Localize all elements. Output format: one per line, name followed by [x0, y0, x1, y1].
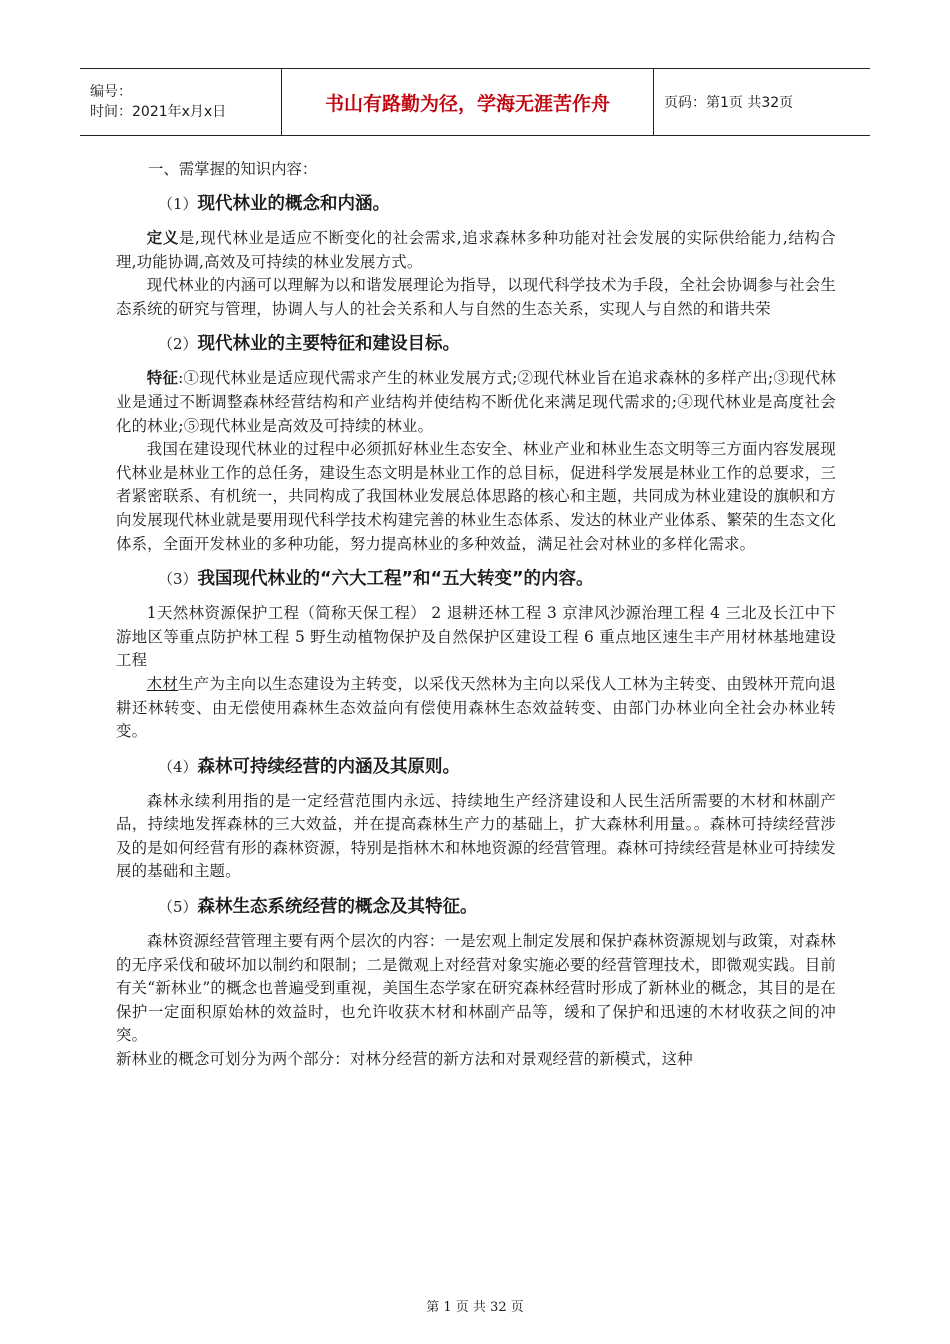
header-motto: 书山有路勤为径，学海无涯苦作舟 — [282, 69, 654, 135]
section-heading — [116, 754, 836, 780]
paragraph-text: 1天然林资源保护工程（简称天保工程） 2 退耕还林工程 3 京津风沙源治理工程 4 三北及长江中下游地区等重点防护林工程 5 野生动植物保护及自然保护区建设工程 6 重点地区速生丰产用材林基地建设工程 — [116, 604, 836, 670]
term-label: 定义 — [146, 229, 179, 247]
page-footer: 第 1 页 共 32 页 — [426, 1300, 524, 1315]
paragraph-text: 新林业的概念可划分为两个部分：对林分经营的新方法和对景观经营的新模式，这种 — [116, 1050, 693, 1069]
document-body — [116, 158, 836, 1072]
section-title: 现代林业的主要特征和建设目标。 — [197, 334, 461, 355]
section-title: 现代林业的概念和内涵。 — [197, 194, 391, 214]
term-label: 特征 — [146, 369, 179, 388]
header-meta — [80, 69, 282, 135]
section-title: 我国现代林业的“六大工程”和“五大转变”的内容。 — [197, 569, 594, 590]
section-heading — [116, 191, 836, 217]
section-title: 森林可持续经营的内涵及其原则。 — [197, 756, 461, 777]
paragraph-text: 森林永续利用指的是一定经营范围内永远、持续地生产经济建设和人民生活所需要的木材和林副产品，持续地发挥森林的三大效益，并在提高森林生产力的基础上，扩大森林利用量。。森林可持续经营涉及的是如何经营有形的森林资源，特别是指林木和林地资源的经营管理。森林可持续经营是林业可持续发展的基础和主题。 — [116, 791, 836, 881]
section-number: （1） — [158, 195, 198, 213]
section-number: （2） — [158, 335, 198, 354]
paragraph — [116, 930, 836, 1048]
paragraph — [116, 602, 836, 673]
header-page-info: 页码：第1页 共32页 — [664, 95, 794, 111]
paragraph-text: 森林资源经营管理主要有两个层次的内容：一是宏观上制定发展和保护森林资源规划与政策，对森林的无序采伐和破坏加以制约和限制；二是微观上对经营对象实施必要的经营管理技术，即微观实践。目前有关“新林业”的概念也普遍受到重视，美国生态学家在研究森林经营时形成了新林业的概念，其目的是在保护一定面积原始林的效益时，也允许收获木材和林副产品等，缓和了保护和迅速的木材收获之间的冲突。 — [116, 932, 836, 1045]
page-header — [80, 68, 870, 136]
section-title: 森林生态系统经营的概念及其特征。 — [197, 897, 478, 918]
paragraph — [116, 673, 836, 744]
section-number: （3） — [158, 570, 198, 589]
paragraph-text: :①现代林业是适应现代需求产生的林业发展方式;②现代林业旨在追求森林的多样产出;③现代林业是通过不断调整森林经营结构和产业结构并使结构不断优化来满足现代需求的;④现代林业是高度社会化的林业;⑤现代林业是高效及可持续的林业。 — [116, 369, 837, 435]
sections — [116, 191, 836, 1072]
paragraph — [116, 227, 836, 274]
code-label: 编号： — [90, 84, 132, 100]
section-heading — [116, 331, 836, 357]
section-heading — [116, 566, 836, 592]
time-label: 时间：2021年x月x日 — [90, 104, 227, 120]
paragraph-text: 生产为主向以生态建设为主转变，以采伐天然林为主向以采伐人工林为主转变、由毁林开荒向退耕还林转变、由无偿使用森林生态效益向有偿使用森林生态效益转变、由部门办林业向全社会办林业转变。 — [116, 674, 837, 741]
paragraph — [116, 274, 836, 321]
paragraph-text: 我国在建设现代林业的过程中必须抓好林业生态安全、林业产业和林业生态文明等三方面内容发展现代林业是林业工作的总任务，建设生态文明是林业工作的总目标，促进科学发展是林业工作的总要求，三者紧密联系、有机统一，共同构成了我国林业发展总体思路的核心和主题，共同成为林业建设的旗帜和方向发展现代林业就是要用现代科学技术构建完善的林业生态体系、发达的林业产业体系、繁荣的生态文化体系，全面开发林业的多种功能，努力提高林业的多种效益，满足社会对林业的多样化需求。 — [116, 440, 836, 553]
section-number: （4） — [158, 757, 198, 776]
paragraph-text: 现代林业的内涵可以理解为以和谐发展理论为指导，以现代科学技术为手段，全社会协调参与社会生态系统的研究与管理，协调人与人的社会关系和人与自然的生态关系，实现人与自然的和谐共荣 — [116, 276, 836, 318]
paragraph — [116, 438, 836, 556]
paragraph — [116, 1048, 836, 1072]
section-heading — [116, 894, 836, 920]
paragraph-text: 是,现代林业是适应不断变化的社会需求,追求森林多种功能对社会发展的实际供给能力,结构合理,功能协调,高效及可持续的林业发展方式。 — [116, 229, 837, 271]
paragraph — [116, 367, 836, 438]
intro-line: 一、需掌握的知识内容： — [148, 160, 318, 178]
paragraph — [116, 790, 836, 884]
section-number: （5） — [158, 898, 198, 917]
underlined-term: 木材 — [146, 674, 179, 693]
